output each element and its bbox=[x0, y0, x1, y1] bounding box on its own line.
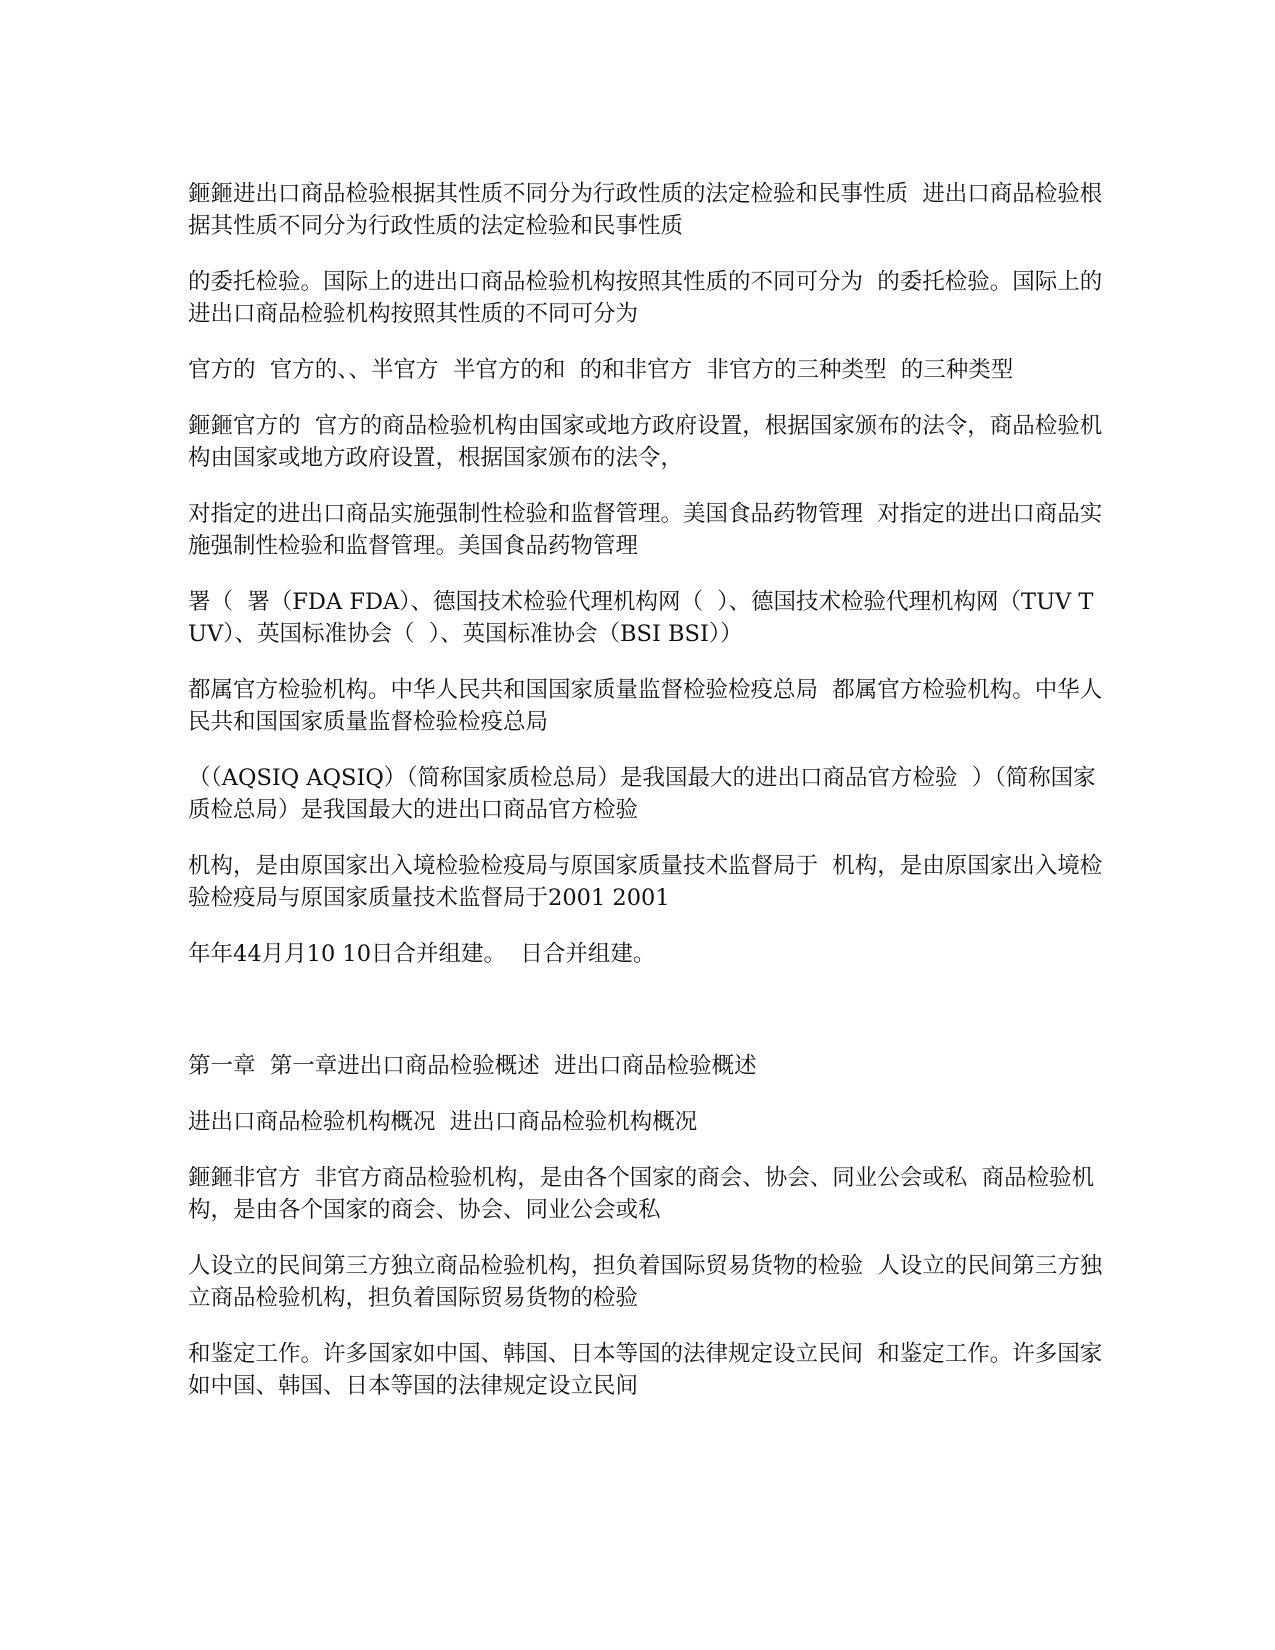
paragraph: 和鉴定工作。许多国家如中国、韩国、日本等国的法律规定设立民间 和鉴定工作。许多国家如中国、韩国、日本等国的法律规定设立民间 bbox=[188, 1341, 1103, 1399]
paragraph: 鉔鉔非官方 非官方商品检验机构，是由各个国家的商会、协会、同业公会或私 商品检验机构，是由各个国家的商会、协会、同业公会或私 bbox=[188, 1165, 1095, 1223]
paragraph: 鉔鉔官方的 官方的商品检验机构由国家或地方政府设置，根据国家颁布的法令，商品检验机构由国家或地方政府设置，根据国家颁布的法令， bbox=[188, 413, 1103, 471]
paragraph: 年年44月月10 10日合并组建。 日合并组建。 bbox=[188, 941, 656, 967]
chapter-heading: 第一章 第一章进出口商品检验概述 进出口商品检验概述 bbox=[188, 1053, 757, 1079]
document-body bbox=[188, 178, 1108, 1426]
paragraph: （（AQSIQ AQSIQ）（简称国家质检总局）是我国最大的进出口商品官方检验 ）（简称国家质检总局）是我国最大的进出口商品官方检验 bbox=[188, 765, 1096, 823]
paragraph: 机构，是由原国家出入境检验检疫局与原国家质量技术监督局于 机构，是由原国家出入境检验检疫局与原国家质量技术监督局于2001 2001 bbox=[188, 853, 1103, 911]
section-heading: 进出口商品检验机构概况 进出口商品检验机构概况 bbox=[188, 1109, 698, 1135]
paragraph: 官方的 官方的、、半官方 半官方的和 的和非官方 非官方的三种类型 的三种类型 bbox=[188, 357, 1014, 383]
paragraph: 都属官方检验机构。中华人民共和国国家质量监督检验检疫总局 都属官方检验机构。中华人民共和国国家质量监督检验检疫总局 bbox=[188, 677, 1103, 735]
paragraph: 对指定的进出口商品实施强制性检验和监督管理。美国食品药物管理 对指定的进出口商品实施强制性检验和监督管理。美国食品药物管理 bbox=[188, 501, 1103, 559]
section-spacer bbox=[188, 994, 1108, 1050]
paragraph: 人设立的民间第三方独立商品检验机构，担负着国际贸易货物的检验 人设立的民间第三方独立商品检验机构，担负着国际贸易货物的检验 bbox=[188, 1253, 1103, 1311]
paragraph: 鉔鉔进出口商品检验根据其性质不同分为行政性质的法定检验和民事性质 进出口商品检验根据其性质不同分为行政性质的法定检验和民事性质 bbox=[188, 181, 1103, 239]
paragraph: 署（ 署（FDA FDA）、德国技术检验代理机构网（ ）、德国技术检验代理机构网（TUV TUV）、英国标准协会（ ）、英国标准协会（BSI BSI）） bbox=[188, 589, 1094, 647]
paragraph: 的委托检验。国际上的进出口商品检验机构按照其性质的不同可分为 的委托检验。国际上的进出口商品检验机构按照其性质的不同可分为 bbox=[188, 269, 1103, 327]
